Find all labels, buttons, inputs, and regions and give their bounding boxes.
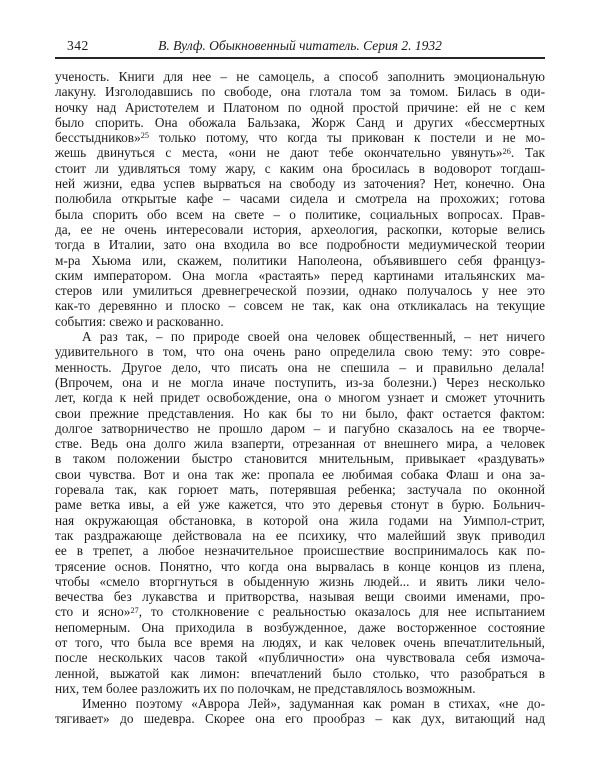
text-line: вечества без лукавства и притворства, называя вещи своими именами, про- [55, 589, 545, 605]
text-line: ная окружающая обстановка, в которой она жила годами на Уимпол-стрит, [55, 512, 545, 528]
text-line: от того, что была все время на людях, и как человек очень впечатлительный, [55, 634, 545, 650]
footnote-reference: 25 [140, 131, 149, 141]
text-line: удивительного в том, что она очень рано определила свою тему: это совре- [55, 344, 545, 360]
text-line: стеров или умилиться древнегреческой поэзии, однако получалось у нее это [55, 283, 545, 299]
text-line: тогда в Италии, зато она входила во все подробности медиумической теории [55, 237, 545, 253]
text-line: полюбила открытые кафе – часами сидела и смотрела на прохожих; готова [55, 191, 545, 207]
text-line: после нескольких часов такой «публичности» она чувствовала себя измоча- [55, 650, 545, 666]
text-line: них, тем более разложить их по полочкам, не представлялось возможным. [55, 680, 476, 696]
text-line: А раз так, – по природе своей она человек общественный, – нет ничего [82, 329, 545, 345]
text-line: лакуну. Изголодавшись по свободе, она глотала том за томом. Билась в оди- [55, 84, 545, 100]
text-line: была спорить обо всем на свете – о политике, социальных вопросах. Прав- [55, 206, 545, 222]
text-line: Именно поэтому «Аврора Лей», задуманная как роман в стихах, «не до- [82, 696, 545, 712]
text-line: бесстыдников»$^{25}$ только потому, что когда ты прикован к постели и не мо- [55, 130, 545, 146]
text-line: ленной, выжатой как лимон: впечатлений было столько, что разобраться в [55, 665, 545, 681]
header-rule [55, 57, 545, 59]
text-line: ученость. Книги для нее – не самоцель, а способ заполнить эмоциональную [55, 69, 545, 84]
text-line: м-ра Хьюма или, скажем, политики Наполеона, объявившего себя француз- [55, 252, 545, 268]
text-line: свои чувства. Вот и она так же: пропала ее любимая собака Флаш и она за- [55, 466, 545, 482]
running-title: В. Вулф. Обыкновенный читатель. Серия 2. 1932 [158, 38, 442, 53]
body-text [55, 69, 545, 727]
text-line: чтобы «смело вторгнуться в обыденную жизнь людей... и явить лики чело- [55, 573, 545, 589]
text-line: тягивает» до шедевра. Скорее она его прообраз – как дух, витающий над [55, 711, 545, 727]
text-line: стоит ли удивляться тому жару, с каким она бросилась в водоворот тогдаш- [55, 160, 545, 176]
text-line: свои прежние представления. Но как бы то ни было, факт остается фактом: [55, 405, 545, 421]
text-line: трясение основ. Понятно, что когда она вырвалась в конце концов из плена, [55, 558, 545, 574]
page-content [55, 0, 545, 727]
text-line: сто и ясно»$^{27}$, то столкновение с реальностью оказалось для нее испытанием [55, 604, 545, 620]
text-line: менность. Другое дело, что писать она не спешила – и правильно делала! [55, 359, 545, 375]
text-line: в таком положении быстро становится мнительным, привыкает «раздувать» [55, 451, 545, 467]
footnote-reference: 26 [502, 146, 511, 156]
text-line: как-то деревянно и плоско – совсем не так, как она откликалась на текущие [55, 298, 545, 314]
text-line: горевала так, как горюет мать, потерявшая ребенка; застучала по оконной [55, 482, 545, 498]
page-header [55, 0, 545, 59]
page-number: 342 [67, 38, 89, 53]
text-line: ским императором. Она могла «растаять» перед картинами итальянских ма- [55, 267, 545, 283]
text-line: непомерным. Она приходила в возбужденное, даже восторженное состояние [55, 619, 545, 635]
text-line: да, ее не очень интересовали история, археология, раскопки, которые велись [55, 221, 545, 237]
text-line: раме ветка ивы, а ей уже кажется, что это деревья стонут в бурю. Больнич- [55, 497, 545, 513]
text-line: долгое затворничество не прошло даром – и пагубно сказалось на ее творче- [55, 420, 545, 436]
text-line: (Впрочем, она и не могла иначе поступить, из-за болезни.) Через несколько [55, 374, 545, 390]
text-line: было спорить. Она обожала Бальзака, Жорж Санд и других «бессмертных [55, 114, 545, 130]
text-line: так раздражающе действовала на ее психику, что малейший звук приводил [55, 527, 545, 543]
text-line: ночку над Аристотелем и Платоном по одной простой причине: ей не с кем [55, 99, 545, 115]
text-line: лет, когда к ней придет освобождение, она о многом узнает и сможет уточнить [55, 390, 545, 406]
text-line: жешь двинуться с места, «они не дают тебе окончательно увянуть»$^{26}$. Так [55, 145, 545, 161]
text-line: события: свежо и раскованно. [55, 313, 224, 329]
text-line: ней жизни, едва успев вырваться на свободу из заточения? Нет, конечно. Она [55, 176, 545, 192]
footnote-reference: 27 [130, 605, 139, 615]
text-line: стве. Ведь она долго жила взаперти, отрезанная от внешнего мира, а человек [55, 436, 545, 452]
text-line: ее в трепет, а любое незначительное происшествие воспринималось как по- [55, 543, 545, 559]
